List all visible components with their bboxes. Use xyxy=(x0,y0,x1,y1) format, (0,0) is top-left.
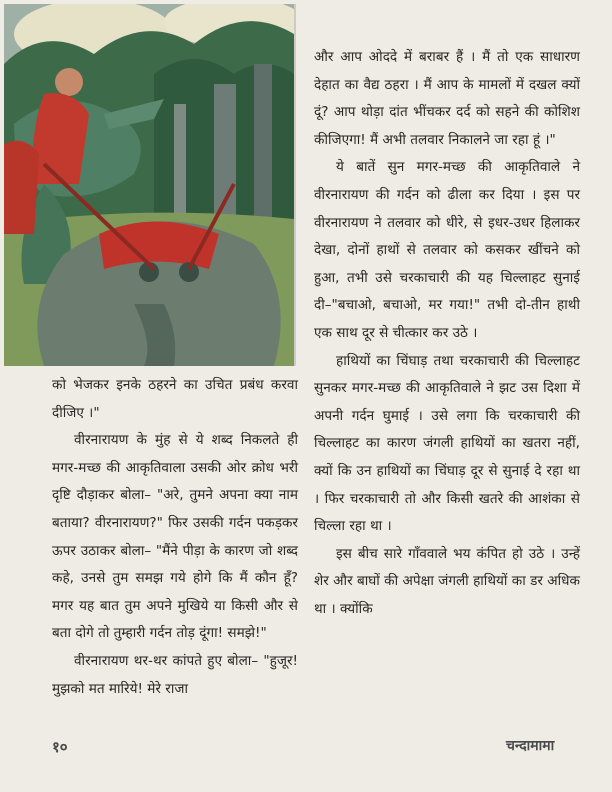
right-paragraph-2: ये बातें सुन मगर-मच्छ की आकृतिवाले ने वीरनारायण की गर्दन को ढीला कर दिया । इस पर वीरनारायण ने तलवार को धीरे, से इधर-उधर हिलाकर देखा, दोनों हाथों से तलवार को कसकर खींचने को हुआ, तभी उसे चरकाचारी की यह चिल्लाहट सुनाई दी–"बचाओ, बचाओ, मर गया!" तभी दो-तीन हाथी एक साथ दूर से चीत्कार कर उठे । xyxy=(314,159,580,341)
elephant-and-crocodile-man-illustration-icon xyxy=(4,4,294,366)
right-paragraph-1: और आप ओददे में बराबर हैं । मैं तो एक साधारण देहात का वैद्य ठहरा । मैं आप के मामलों में दखल क्यों दूं? आप थोड़ा दांत भींचकर दर्द को सहने की कोशिश कीजिएगा! मैं अभी तलवार निकालने जा रहा हूं ।" xyxy=(314,49,580,148)
right-text-column xyxy=(314,44,580,623)
right-paragraph-3: हाथियों का चिंघाड़ तथा चरकाचारी की चिल्लाहट सुनकर मगर-मच्छ की आकृतिवाले ने झट उस दिशा में अपनी गर्दन घुमाई । उसे लगा कि चरकाचारी की चिल्लाहट का कारण जंगली हाथियों का खतरा नहीं, क्यों कि उन हाथियों का चिंघाड़ दूर से सुनाई दे रहा था । फिर चरकाचारी तो और किसी खतरे की आशंका से चिल्ला रहा था । xyxy=(314,352,580,535)
magazine-name: चन्दामामा xyxy=(506,738,555,754)
right-paragraph-4: इस बीच सारे गाँववाले भय कंपित हो उठे । उन्हें शेर और बाघों की अपेक्षा जंगली हाथियों का डर अधिक था । क्योंकि xyxy=(314,545,580,617)
left-paragraph-2: वीरनारायण के मुंह से ये शब्द निकलते ही मगर-मच्छ की आकृतिवाला उसकी ओर क्रोध भरी दृष्टि दौड़ाकर बोला– "अरे, तुमने अपना क्या नाम बताया? वीरनारायण?" फिर उसकी गर्दन पकड़कर ऊपर उठाकर बोला– "मैंने पीड़ा के कारण जो शब्द कहे, उनसे तुम समझ गये होगे कि मैं कौन हूँ? मगर यह बात तुम अपने मुखिये या किसी और से बता दोगे तो तुम्हारी गर्दन तोड़ दूंगा! समझे!" xyxy=(52,432,298,642)
story-illustration xyxy=(4,4,296,366)
left-paragraph-1: को भेजकर इनके ठहरने का उचित प्रबंध करवा दीजिए ।" xyxy=(52,377,298,421)
page-number: १० xyxy=(52,738,68,756)
left-paragraph-3: वीरनारायण थर-थर कांपते हुए बोला– "हुजूर! मुझको मत मारिये! मेरे राजा xyxy=(52,652,298,697)
left-text-column xyxy=(52,372,298,703)
